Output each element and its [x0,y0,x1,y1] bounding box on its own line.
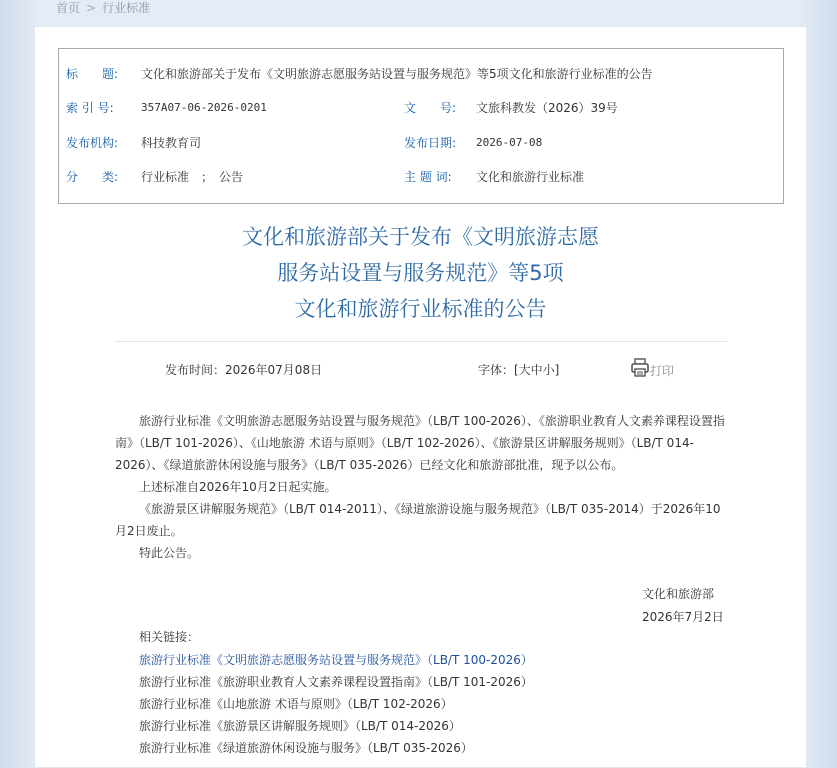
meta-subject-label: 主 题 词: [404,170,452,184]
breadcrumb-current[interactable]: 行业标准 [102,1,151,15]
breadcrumb-separator: > [86,1,97,15]
content-panel [34,26,807,768]
body-paragraph-3: 《旅游景区讲解服务规范》（LB/T 014-2011）、《绿道旅游设施与服务规范》（LB/T 035-2014）于2026年10月2日废止。 [115,502,721,538]
article-title-line-3: 文化和旅游行业标准的公告 [294,297,547,321]
signature-org: 文化和旅游部 [642,587,715,601]
article-body [115,410,727,564]
meta-title-label: 标 题: [66,67,119,81]
related-links-heading: 相关链接： [139,630,200,644]
title-divider [115,341,727,342]
metadata-box [58,48,784,204]
body-paragraph-2: 上述标准自2026年10月2日起实施。 [139,480,337,494]
meta-issuer-value: 科技教育司 [141,136,202,150]
meta-subject-value: 文化和旅游行业标准 [476,170,585,184]
breadcrumb-home[interactable]: 首页 [56,1,81,15]
publish-time: 发布时间：2026年07月08日 [165,363,323,377]
breadcrumb [56,0,150,16]
article-title-line-1: 文化和旅游部关于发布《文明旅游志愿 [242,225,599,249]
meta-index-label: 索 引 号: [66,101,114,115]
print-button[interactable]: 打印 [650,364,675,378]
meta-category-value: 行业标准 ； 公告 [141,170,244,184]
body-paragraph-1: 旅游行业标准《文明旅游志愿服务站设置与服务规范》（LB/T 100-2026）、《旅游职业教育人文素养课程设置指南》（LB/T 101-2026）、《山地旅游 术语与原则》（LB/T 102-2026）、《旅游景区讲解服务规则》（LB/T 014-2026）、《绿道旅游休闲设施与服务》（LB/T 035-2026）已经文化和旅游部批准，现予以公布。 [115,414,725,472]
font-size-control[interactable]: 字体：[大中小] [478,363,560,377]
meta-category-label: 分 类: [66,170,119,184]
related-links-list [139,649,533,759]
related-link[interactable]: 旅游行业标准《旅游职业教育人文素养课程设置指南》（LB/T 101-2026） [139,675,533,689]
meta-docno-value: 文旅科教发（2026）39号 [476,101,618,115]
related-link[interactable]: 旅游行业标准《旅游景区讲解服务规则》（LB/T 014-2026） [139,719,461,733]
meta-title-value: 文化和旅游部关于发布《文明旅游志愿服务站设置与服务规范》等5项文化和旅游行业标准的公告 [141,67,653,81]
related-link[interactable]: 旅游行业标准《文明旅游志愿服务站设置与服务规范》（LB/T 100-2026） [139,653,533,667]
related-link[interactable]: 旅游行业标准《绿道旅游休闲设施与服务》（LB/T 035-2026） [139,741,473,755]
related-link[interactable]: 旅游行业标准《山地旅游 术语与原则》（LB/T 102-2026） [139,697,453,711]
article-title-line-2: 服务站设置与服务规范》等5项 [277,261,564,285]
meta-index-value: 357A07-06-2026-0201 [141,101,267,114]
meta-issuer-label: 发布机构: [66,136,119,150]
meta-date-label: 发布日期: [404,136,457,150]
meta-date-value: 2026-07-08 [476,136,543,149]
meta-docno-label: 文 号: [404,101,457,115]
signature-date: 2026年7月2日 [642,610,724,624]
body-paragraph-4: 特此公告。 [139,546,200,560]
printer-icon[interactable] [631,358,649,378]
